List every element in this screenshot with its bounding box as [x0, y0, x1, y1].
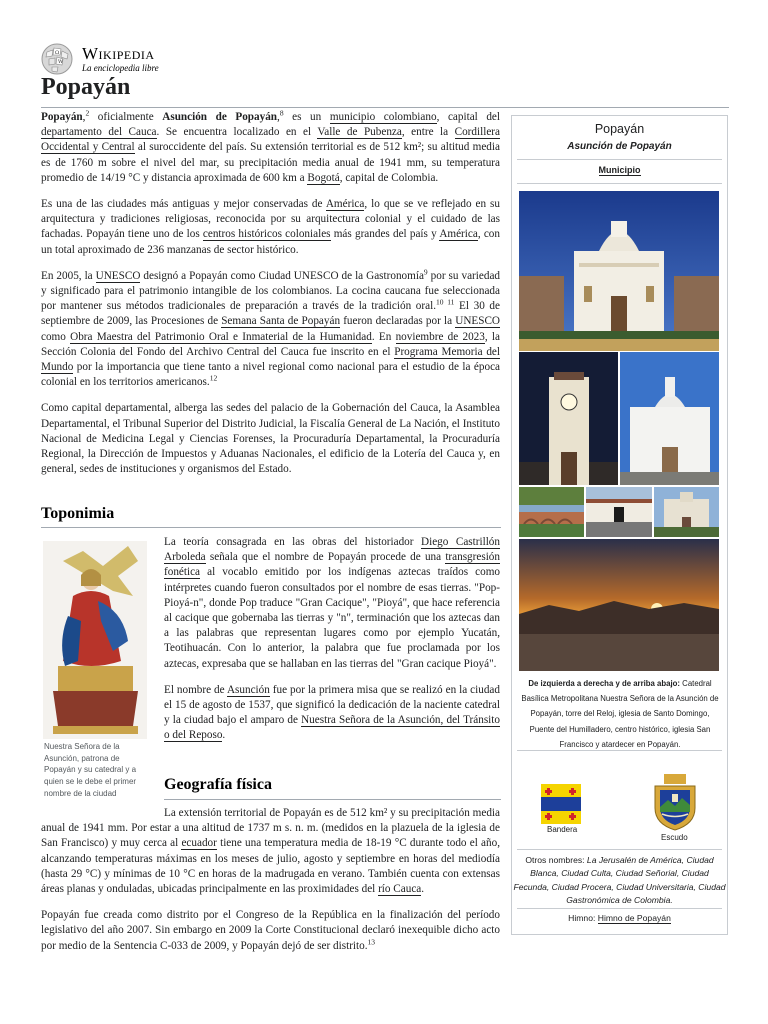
- inline-link[interactable]: centros históricos coloniales: [202, 228, 331, 241]
- text-run: , con un total aproximado de 236 manzanas de sector histórico.: [41, 228, 500, 256]
- section-heading-toponimia: Toponimia: [41, 505, 115, 522]
- citation-ref[interactable]: 10 11: [436, 297, 455, 307]
- toponimia-paragraph-2: [164, 683, 500, 744]
- inline-link[interactable]: Valle de Pubenza: [317, 126, 402, 139]
- text-run: , entre la: [401, 126, 455, 139]
- inline-link[interactable]: Nuestra Señora de la Asunción, del Tránsito o del Reposo: [164, 714, 500, 742]
- section-heading-geografia: Geografía física: [164, 776, 272, 793]
- inline-link[interactable]: Semana Santa de Popayán: [221, 315, 341, 328]
- text-run: designó a Popayán como Ciudad UNESCO de la Gastronomía: [140, 269, 424, 282]
- inline-link[interactable]: Diego Castrillón Arboleda: [164, 536, 500, 564]
- inline-link[interactable]: noviembre de 2023: [395, 330, 485, 343]
- inline-link[interactable]: transgresión fonética: [164, 551, 500, 579]
- page-title: Popayán: [41, 74, 131, 100]
- text-run: El nombre de: [164, 683, 227, 696]
- citation-ref[interactable]: 8: [279, 108, 284, 118]
- text-run: señala que el nombre de Popayán procede de una: [205, 551, 446, 564]
- inline-link[interactable]: América: [325, 198, 365, 211]
- citation-ref[interactable]: 2: [85, 108, 90, 118]
- inline-link[interactable]: América: [439, 228, 478, 241]
- lead-paragraph-1: [41, 110, 500, 186]
- section-divider: [41, 527, 501, 528]
- text-run: . Se encuentra localizado en el: [156, 126, 318, 139]
- inline-link[interactable]: departamento del Cauca: [41, 126, 157, 139]
- text-run: La teoría consagrada en las obras del historiador: [164, 536, 422, 548]
- flag-image[interactable]: [541, 784, 581, 824]
- text-run: más grandes del país y: [330, 228, 440, 241]
- infobox-divider: [517, 159, 722, 160]
- citation-ref[interactable]: 12: [209, 373, 218, 383]
- text-run: . En: [371, 330, 396, 343]
- cathedral-photo[interactable]: [519, 191, 719, 351]
- geografia-paragraph-1: [41, 806, 500, 897]
- infobox-title: Popayán: [594, 122, 645, 136]
- clock-tower-photo[interactable]: [519, 352, 618, 485]
- other-names: [512, 854, 727, 907]
- lead-paragraph-2: [41, 197, 500, 258]
- geografia-text: [41, 806, 500, 965]
- infobox-divider: [517, 183, 722, 184]
- text-run: como: [41, 330, 71, 343]
- flag-label[interactable]: Bandera: [547, 825, 578, 834]
- anthem-label: Himno:: [568, 913, 598, 923]
- infobox-divider: [517, 849, 722, 850]
- text-run: ,: [82, 111, 86, 123]
- text-run: fue por la primera misa que se realizó en la ciudad el 15 de agosto de 1537, que significó la dedicación de la naciente catedral y la ciudad bajo el amparo de: [164, 683, 500, 727]
- text-run: , capital de Colombia.: [339, 171, 439, 184]
- text-run: El 30 de septiembre de 2009, las Procesiones de: [41, 300, 500, 328]
- coat-of-arms-image[interactable]: [650, 774, 700, 832]
- infobox-divider: [517, 750, 722, 751]
- other-names-value[interactable]: La Jerusalén de América, Ciudad Blanca, Ciudad Culta, Ciudad Señorial, Ciudad Fecunda, Ciudad Procera, Ciudad Universitaria, Ciudad Gastronómica de Colombia.: [513, 855, 726, 905]
- text-run: tiene una temperatura media de 18-19 °C durante todo el año, alcanzando temperaturas máximas en los meses de julio, agosto y septiembre en horas del mediodía (hasta 29 °C) y mínimas de 10 °C en horas de la madrugada en verano. También cuenta con extensas áreas planas y onduladas, ubicadas principalmente en las proximidades del: [41, 837, 500, 896]
- bold-term: Popayán: [41, 111, 83, 123]
- caption-text: Catedral Basílica Metropolitana Nuestra Señora de la Asunción de Popayán, torre del Reloj, iglesia de Santo Domingo, Puente del Humilladero, centro histórico, iglesia San Francisco y atardecer en Popayán.: [521, 679, 719, 749]
- text-run: al vocablo emitido por los indígenas aztecas traídos como intérpretes cuando fueron consultados por el nombre de esas tierras. "Pop-Pioyá-n", donde Pop traduce "Gran Cacique", "Pioyá", que hace referencia al cacique que gobernaba las tierras y "n", terminación que los aztecas dan a las palabras que representan lugares como por ejemplo Yucatán, Teotihuacán. Con lo anterior, la palabra que fue proclamada por los aztecas, expresaba que se hallaban en las tierras del "Gran cacique Pioyá".: [164, 566, 500, 670]
- inline-link[interactable]: Cordillera Occidental y Central: [41, 126, 500, 154]
- svg-text:W: W: [58, 59, 64, 65]
- lead-section: [41, 110, 500, 488]
- inline-link[interactable]: Obra Maestra del Patrimonio Oral e Inmaterial de la Humanidad: [70, 330, 372, 343]
- text-run: Es una de las ciudades más antiguas y mejor conservadas de: [41, 198, 326, 211]
- shield-label[interactable]: Escudo: [661, 833, 688, 842]
- text-run: En 2005, la: [41, 269, 96, 282]
- text-run: Como capital departamental, alberga las sedes del palacio de la Gobernación del Cauca, la Asamblea Departamental, el Tribunal Superior del Distrito Judicial, la Fiscalía General de La Nación, el Instituto Nacional de Medicina Legal y Ciencias Forenses, la Procuraduría Departamental, la Procuraduría Regional, la Dirección de Impuestos y Aduanas Nacionales, el edificio de la Lotería del Cauca y, en general, sedes de instituciones y organismos del Estado.: [41, 402, 500, 476]
- text-run: Popayán fue creada como distrito por el Congreso de la República en la finalización del período legislativo del año 2007. Sin embargo en 2009 la Corte Constitucional declaró inexequible dicho acto por medio de la Sentencia C-033 de 2009, y Popayán dejó de ser distrito.: [41, 909, 500, 952]
- title-divider: [41, 107, 729, 108]
- text-run: ,: [277, 111, 280, 123]
- wikipedia-logo[interactable]: [40, 42, 180, 76]
- infobox-divider: [517, 908, 722, 909]
- infobox: [511, 115, 728, 935]
- anthem: [512, 913, 727, 923]
- text-run: , capital del: [436, 111, 501, 123]
- inline-link[interactable]: municipio colombiano: [329, 111, 437, 123]
- text-run: oficialmente: [89, 111, 163, 123]
- humilladero-photo[interactable]: [519, 487, 584, 537]
- inline-link[interactable]: UNESCO: [455, 315, 500, 328]
- lead-paragraph-4: [41, 401, 500, 477]
- anthem-link[interactable]: Himno de Popayán: [597, 913, 671, 923]
- text-run: .: [222, 729, 226, 742]
- text-run: por la importancia que tiene tanto a nivel regional como nacional para el estudio de la época colonial en los territorios americanos.: [41, 361, 500, 389]
- inline-link[interactable]: río Cauca: [378, 883, 422, 896]
- infobox-caption: [518, 676, 722, 752]
- text-run: , la Sección Colonia del Fondo del Archivo Central del Cauca fue inscrito en el: [41, 330, 500, 358]
- toponimia-text: [164, 535, 500, 755]
- historic-center-photo[interactable]: [586, 487, 652, 537]
- lead-paragraph-3: [41, 269, 500, 391]
- image-caption: Nuestra Señora de la Asunción, patrona de Popayán y su catedral y a quien se le debe el primer nombre de la ciudad: [44, 742, 137, 798]
- citation-ref[interactable]: 9: [423, 267, 428, 277]
- wordmark: Wikipedia: [82, 44, 155, 63]
- santo-domingo-photo[interactable]: [620, 352, 719, 485]
- inline-link[interactable]: Programa Memoria del Mundo: [41, 345, 501, 374]
- infobox-type[interactable]: [512, 165, 727, 175]
- text-run: La extensión territorial de Popayán es de 512 km² y su precipitación media anual de 1941 mm. Por estar a una altitud de 1737 m s. n. m. (medidos en la plazuela de la iglesia de San Francisco) y muy cerca al: [41, 807, 500, 850]
- sunset-photo[interactable]: [519, 539, 719, 671]
- infobox-subtitle: Asunción de Popayán: [567, 141, 672, 152]
- bold-term: Asunción de Popayán: [162, 111, 278, 123]
- virgin-statue-image[interactable]: [43, 541, 147, 739]
- infobox-type-link[interactable]: Municipio: [598, 165, 641, 175]
- san-francisco-photo[interactable]: [654, 487, 719, 537]
- other-names-label: Otros nombres:: [525, 855, 587, 865]
- text-run: fueron declaradas por la: [340, 315, 456, 328]
- inline-link[interactable]: ecuador: [181, 837, 217, 850]
- svg-text:Ω: Ω: [55, 50, 60, 56]
- inline-link[interactable]: Bogotá: [307, 171, 340, 184]
- text-run: es un: [283, 111, 330, 123]
- citation-ref[interactable]: 13: [367, 936, 376, 946]
- inline-link[interactable]: Asunción: [226, 683, 270, 696]
- inline-link[interactable]: UNESCO: [95, 269, 141, 282]
- text-run: .: [421, 883, 425, 896]
- toponimia-paragraph-1: [164, 535, 500, 672]
- geografia-paragraph-2: [41, 908, 500, 954]
- text-run: por su variedad y significado para el patrimonio intangible de los colombianos. La cocina caucana fue seleccionada por mantener sus métodos tradicionales de preparación a través de la tradición oral.: [41, 269, 500, 313]
- globe-icon: [40, 42, 74, 76]
- section-divider: [164, 799, 501, 800]
- caption-bold: De izquierda a derecha y de arriba abajo:: [528, 679, 681, 688]
- text-run: , lo que se ve reflejado en su arquitectura y tradiciones religiosas, reconocida por su arquitectura colonial y el cuidado de las fachadas. Popayán tiene uno de los: [41, 198, 500, 241]
- text-run: al suroccidente del país. Su extensión territorial es de 512 km²; su altitud media es de 1760 m sobre el nivel del mar, su precipitación media anual de 1941 mm, su temperatura promedio de 14/19 °C y distancia aproximada de 600 km a: [41, 141, 500, 184]
- tagline: La enciclopedia libre: [82, 63, 159, 73]
